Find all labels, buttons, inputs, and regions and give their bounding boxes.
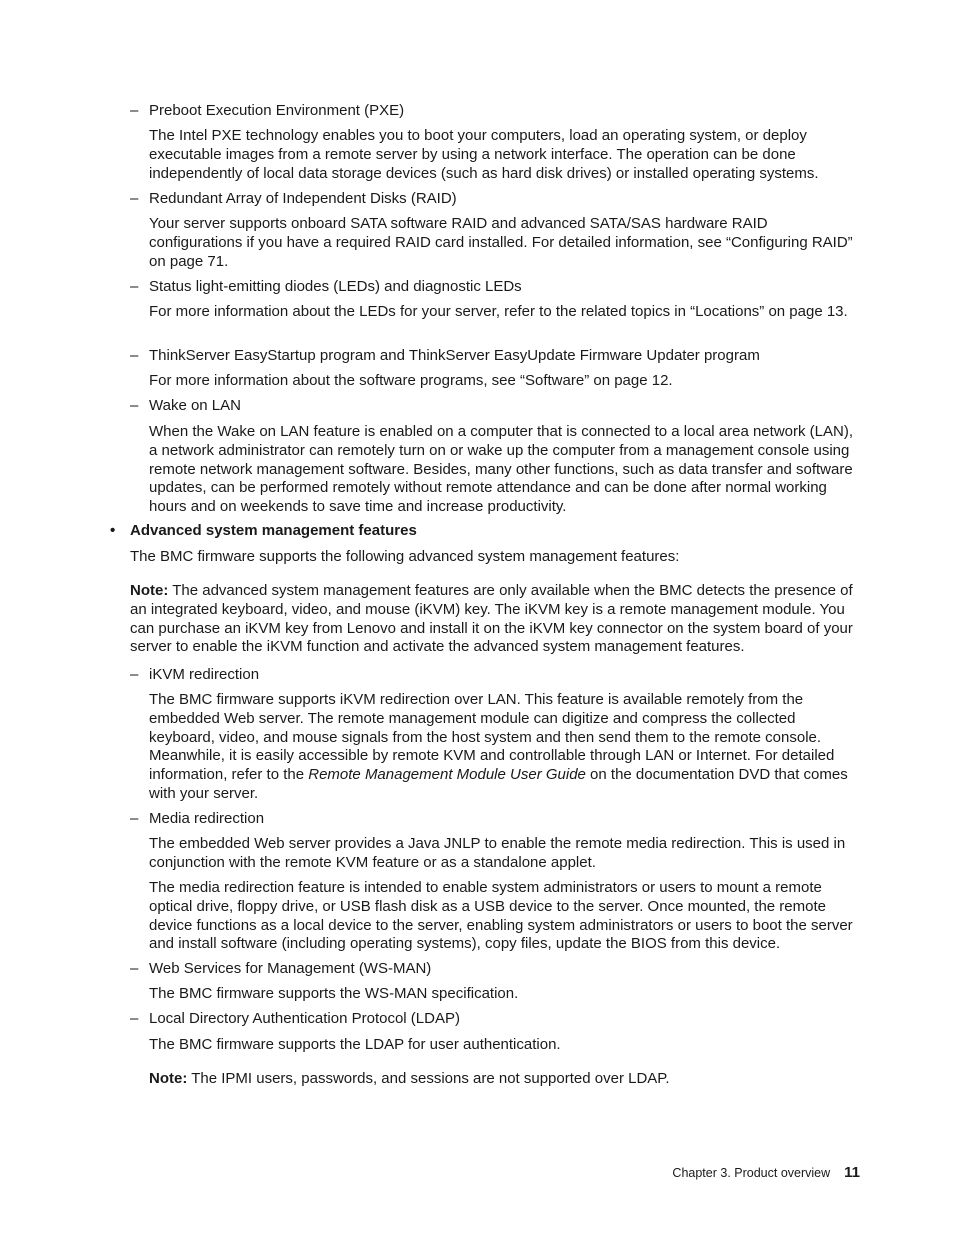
page-number: 11	[844, 1164, 860, 1181]
ikvm-text-end: on the documentation DVD that comes with your server.	[149, 766, 848, 802]
ikvm-description	[149, 691, 865, 804]
page-footer	[600, 1164, 860, 1183]
list-dash: –	[130, 1010, 139, 1027]
note-label: Note:	[130, 582, 169, 599]
media-redirection-details: The media redirection feature is intended to enable system administrators or users to mount a remote optical drive, floppy drive, or USB flash disk as a USB device to the server. Once mounted, the remote device functions as a local device to the server, enabling system administrators or users to boot the server and install software (including operating systems), copy files, update the BIOS from this device.	[149, 879, 853, 953]
list-dash: –	[130, 102, 139, 119]
advanced-management-note	[130, 582, 865, 657]
pxe-title: Preboot Execution Environment (PXE)	[149, 102, 405, 119]
leds-title: Status light-emitting diodes (LEDs) and diagnostic LEDs	[149, 278, 522, 295]
ldap-title: Local Directory Authentication Protocol (LDAP)	[149, 1010, 460, 1027]
media-redirection-description: The embedded Web server provides a Java JNLP to enable the remote media redirection. This is used in conjunction with the remote KVM feature or as a standalone applet.	[149, 835, 846, 871]
advanced-management-intro: The BMC firmware supports the following advanced system management features:	[130, 548, 680, 565]
note-text: The IPMI users, passwords, and sessions are not supported over LDAP.	[187, 1070, 670, 1087]
list-dash: –	[130, 666, 139, 683]
easystartup-description: For more information about the software programs, see “Software” on page 12.	[149, 372, 673, 389]
wake-on-lan-description: When the Wake on LAN feature is enabled on a computer that is connected to a local area network (LAN), a network administrator can remotely turn on or wake up the computer from a management console using remote network management software. Besides, many other functions, such as data transfer and software updates, can be performed remotely without remote attendance and can be done after normal working hours and on weekends to save time and increase productivity.	[149, 423, 853, 516]
raid-description: Your server supports onboard SATA software RAID and advanced SATA/SAS hardware RAID configurations if you have a required RAID card installed. For detailed information, see “Configuring RAID” on page 71.	[149, 215, 853, 270]
list-dash: –	[130, 397, 139, 414]
leds-description: For more information about the LEDs for your server, refer to the related topics in “Locations” on page 13.	[149, 303, 848, 320]
ldap-note	[149, 1070, 865, 1089]
pxe-description: The Intel PXE technology enables you to boot your computers, load an operating system, or deploy executable images from a remote server by using a network interface. The operation can be done independently of local data storage devices (such as hard disk drives) or installed operating systems.	[149, 127, 819, 182]
list-dash: –	[130, 810, 139, 827]
raid-title: Redundant Array of Independent Disks (RAID)	[149, 190, 457, 207]
wsman-description: The BMC firmware supports the WS-MAN specification.	[149, 985, 519, 1002]
note-label: Note:	[149, 1070, 188, 1087]
guide-reference: Remote Management Module User Guide	[308, 766, 586, 784]
list-dash: –	[130, 347, 139, 364]
list-dash: –	[130, 190, 139, 207]
media-redirection-title: Media redirection	[149, 810, 265, 827]
easystartup-title: ThinkServer EasyStartup program and ThinkServer EasyUpdate Firmware Updater program	[149, 347, 760, 364]
ikvm-text: The BMC firmware supports iKVM redirection over LAN. This feature is available remotely from the embedded Web server. The remote management module can digitize and compress the collected keyboard, video, and mouse signals from the host system and then send them to the remote console. Meanwhile, it is easily accessible by remote KVM and controllable through LAN or Internet. For detailed information, refer to the	[149, 691, 835, 784]
bullet-icon: •	[110, 522, 116, 539]
list-dash: –	[130, 278, 139, 295]
chapter-label: Chapter 3. Product overview	[672, 1166, 831, 1180]
wake-on-lan-title: Wake on LAN	[149, 397, 241, 414]
ldap-description: The BMC firmware supports the LDAP for user authentication.	[149, 1036, 561, 1053]
list-dash: –	[130, 960, 139, 977]
note-text: The advanced system management features are only available when the BMC detects the presence of an integrated keyboard, video, and mouse (iKVM) key. The iKVM key is a remote management module. You can purchase an iKVM key from Lenovo and install it on the iKVM key connector on the system board of your server to enable the iKVM function and activate the advanced system management features.	[130, 582, 853, 656]
wsman-title: Web Services for Management (WS-MAN)	[149, 960, 432, 977]
ikvm-title: iKVM redirection	[149, 666, 260, 683]
advanced-management-title: Advanced system management features	[130, 522, 417, 539]
